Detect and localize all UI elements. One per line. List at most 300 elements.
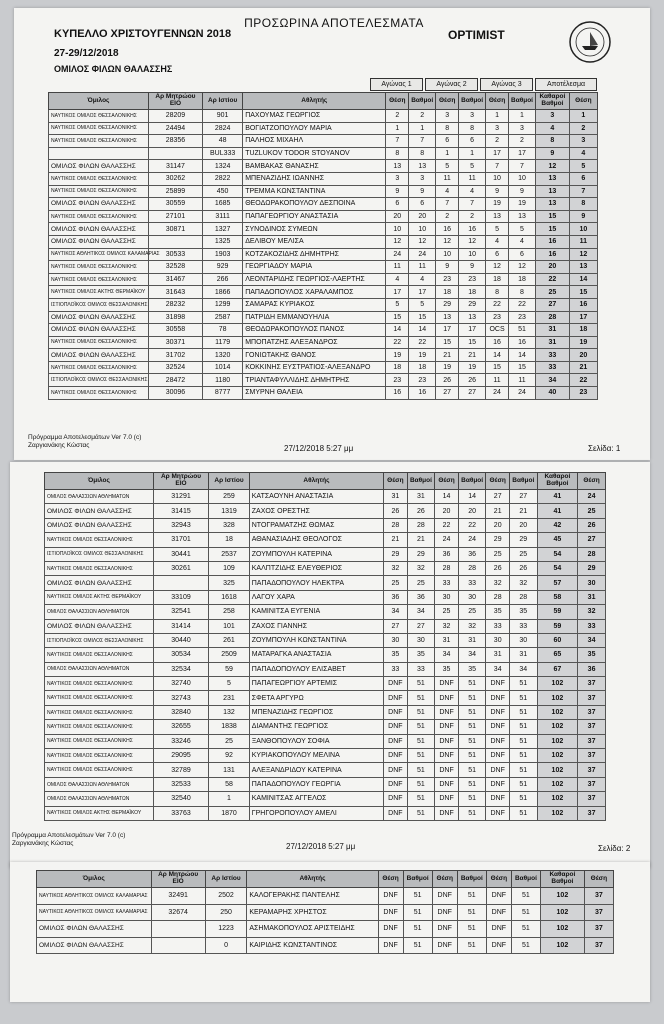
table-cell: 5	[486, 223, 509, 236]
table-header-row	[37, 871, 614, 888]
table-cell: 18	[459, 286, 486, 299]
table-cell: 26	[459, 374, 486, 387]
table-cell: ΟΜΙΛΟΣ ΘΑΛΑΣΣΙΩΝ ΑΘΛΗΜΑΤΩΝ	[45, 777, 154, 791]
table-cell: DNF	[435, 806, 458, 820]
column-header: Καθαροί Βαθμοί	[537, 473, 578, 490]
table-cell: 11	[486, 374, 509, 387]
table-cell: 1	[436, 147, 459, 160]
table-cell: 57	[537, 576, 578, 590]
table-cell: 51	[407, 677, 435, 691]
table-cell: 1327	[203, 223, 243, 236]
table-cell: 13	[486, 210, 509, 223]
table-cell: 102	[537, 777, 578, 791]
table-cell: 8	[386, 147, 409, 160]
table-cell: ΟΜΙΛΟΣ ΦΙΛΩΝ ΘΑΛΑΣΣΗΣ	[37, 921, 152, 938]
table-cell: 31	[458, 633, 486, 647]
table-cell: 10	[486, 172, 509, 185]
results-table-2	[44, 472, 606, 821]
table-row	[49, 160, 598, 173]
table-cell: ΣΥΝΟΔΙΝΟΣ ΣΥΜΕΩΝ	[243, 223, 386, 236]
table-cell: 27	[459, 387, 486, 400]
table-cell: 51	[509, 677, 537, 691]
table-cell: 5	[508, 223, 535, 236]
table-cell: ΟΜΙΛΟΣ ΦΙΛΩΝ ΘΑΛΑΣΣΗΣ	[45, 619, 154, 633]
table-cell: ΝΑΥΤΙΚΟΣ ΟΜΙΛΟΣ ΘΕΣΣΑΛΟΝΙΚΗΣ	[49, 273, 149, 286]
table-cell: 24	[409, 248, 436, 261]
column-header: Βαθμοί	[403, 871, 432, 888]
table-row	[49, 110, 598, 123]
table-cell: 29	[407, 547, 435, 561]
table-cell: ΑΣΗΜΑΚΟΠΟΥΛΟΣ ΑΡΙΣΤΕΙΔΗΣ	[247, 921, 378, 938]
table-cell: 23	[436, 273, 459, 286]
table-cell: DNF	[486, 749, 509, 763]
table-cell: DNF	[486, 806, 509, 820]
table-cell: 11	[508, 374, 535, 387]
table-cell: 102	[537, 763, 578, 777]
table-cell: 30261	[153, 561, 208, 575]
table-cell: 7	[436, 198, 459, 211]
table-cell: 102	[537, 792, 578, 806]
table-cell: 22	[486, 298, 509, 311]
table-cell: 27	[509, 490, 537, 504]
table-cell: 31701	[153, 533, 208, 547]
table-cell: 51	[458, 705, 486, 719]
table-row	[49, 361, 598, 374]
column-header: Θέση	[584, 871, 613, 888]
table-cell: 32	[458, 619, 486, 633]
table-cell: 32534	[153, 662, 208, 676]
table-cell: 16	[486, 336, 509, 349]
results-page-2	[10, 462, 650, 868]
table-cell: 10	[386, 223, 409, 236]
table-cell: 24494	[148, 122, 202, 135]
column-header: Αρ Μητρώου ΕΙΟ	[151, 871, 205, 888]
table-cell: 25	[578, 504, 606, 518]
cup-title: ΚΥΠΕΛΛΟ ΧΡΙΣΤΟΥΓΕΝΝΩΝ 2018	[54, 28, 232, 40]
table-cell: ΙΣΤΙΟΠΛΟΪΚΟΣ ΟΜΙΛΟΣ ΘΕΣΣΑΛΟΝΙΚΗΣ	[49, 298, 149, 311]
table-cell: 1866	[203, 286, 243, 299]
table-cell: 20	[486, 518, 509, 532]
event-dates: 27-29/12/2018	[54, 48, 119, 59]
table-cell: 31147	[148, 160, 202, 173]
table-cell: 51	[407, 792, 435, 806]
table-cell: 51	[403, 888, 432, 905]
table-cell: 9	[486, 185, 509, 198]
table-cell: 9	[536, 147, 570, 160]
table-cell: 51	[511, 921, 540, 938]
table-cell: 51	[457, 904, 486, 921]
table-cell: 59	[537, 619, 578, 633]
table-cell: 36	[384, 590, 407, 604]
table-cell: ΝΑΥΤΙΚΟΣ ΟΜΙΛΟΣ ΘΕΣΣΑΛΟΝΙΚΗΣ	[45, 648, 154, 662]
table-cell: 20	[536, 261, 570, 274]
table-cell: 33246	[153, 734, 208, 748]
table-cell: 14	[435, 490, 458, 504]
race3-header: Αγώνας 3	[480, 78, 533, 91]
table-cell: 33	[384, 662, 407, 676]
table-row	[49, 349, 598, 362]
table-cell: 16	[386, 387, 409, 400]
table-cell: 51	[508, 324, 535, 337]
table-cell: 325	[209, 576, 250, 590]
table-cell: 27	[436, 387, 459, 400]
table-cell: 9	[508, 185, 535, 198]
table-cell: ΝΑΥΤΙΚΟΣ ΟΜΙΛΟΣ ΘΕΣΣΑΛΟΝΙΚΗΣ	[49, 387, 149, 400]
table-cell: 13	[436, 311, 459, 324]
table-cell: 8	[536, 135, 570, 148]
table-cell: 258	[209, 605, 250, 619]
table-cell: DNF	[486, 921, 511, 938]
table-cell: 29	[384, 547, 407, 561]
table-cell: 45	[537, 533, 578, 547]
table-cell: 5	[569, 160, 597, 173]
table-cell: 13	[386, 160, 409, 173]
table-cell: ΟΜΙΛΟΣ ΦΙΛΩΝ ΘΑΛΑΣΣΗΣ	[49, 311, 149, 324]
results-table-3	[36, 870, 614, 954]
table-cell: 1870	[209, 806, 250, 820]
table-cell: 9	[569, 210, 597, 223]
table-cell: 22	[508, 298, 535, 311]
table-cell: 51	[407, 705, 435, 719]
table-cell: 18	[386, 361, 409, 374]
table-cell: 51	[511, 937, 540, 954]
table-cell: DNF	[486, 777, 509, 791]
result-header: Αποτέλεσμα	[535, 78, 597, 91]
table-cell: 1223	[205, 921, 247, 938]
table-cell: ΖΑΧΟΣ ΓΙΑΝΝΗΣ	[249, 619, 383, 633]
table-cell: 29	[578, 561, 606, 575]
column-header: Όμιλος	[37, 871, 152, 888]
table-cell: 28	[407, 518, 435, 532]
table-cell: DNF	[486, 720, 509, 734]
table-cell: 3111	[203, 210, 243, 223]
table-cell: ΝΑΥΤΙΚΟΣ ΟΜΙΛΟΣ ΑΚΤΗΣ ΘΕΡΜΑΪΚΟΥ	[45, 806, 154, 820]
results-table-1	[48, 92, 598, 400]
table-cell: 25899	[148, 185, 202, 198]
column-header: Θέση	[569, 93, 597, 110]
table-cell: 102	[537, 749, 578, 763]
column-header: Αθλητής	[247, 871, 378, 888]
table-cell: 23	[386, 374, 409, 387]
table-cell: 31702	[148, 349, 202, 362]
table-cell: 32789	[153, 763, 208, 777]
table-cell: 30371	[148, 336, 202, 349]
table-cell: 1685	[203, 198, 243, 211]
table-cell: 14	[486, 349, 509, 362]
table-cell: ΛΑΓΟΥ ΧΑΡΑ	[249, 590, 383, 604]
table-cell: ΝΑΥΤΙΚΟΣ ΑΘΛΗΤΙΚΟΣ ΟΜΙΛΟΣ ΚΑΛΑΜΑΡΙΑΣ	[49, 248, 149, 261]
table-cell: 25	[407, 576, 435, 590]
table-row	[49, 374, 598, 387]
table-cell: ΝΑΥΤΙΚΟΣ ΟΜΙΛΟΣ ΘΕΣΣΑΛΟΝΙΚΗΣ	[49, 210, 149, 223]
table-cell: 32	[435, 619, 458, 633]
table-cell: 51	[458, 792, 486, 806]
column-header: Θέση	[486, 93, 509, 110]
table-cell: ΟΜΙΛΟΣ ΦΙΛΩΝ ΘΑΛΑΣΣΗΣ	[49, 160, 149, 173]
table-cell: 15	[409, 311, 436, 324]
table-cell: 32540	[153, 792, 208, 806]
table-cell: 20	[409, 210, 436, 223]
table-cell: 51	[407, 749, 435, 763]
table-cell: 9	[459, 261, 486, 274]
table-cell: 51	[458, 691, 486, 705]
table-cell: ΟΜΙΛΟΣ ΦΙΛΩΝ ΘΑΛΑΣΣΗΣ	[45, 518, 154, 532]
table-row	[45, 705, 606, 719]
table-row	[49, 273, 598, 286]
table-cell: 51	[509, 720, 537, 734]
table-cell: 65	[537, 648, 578, 662]
table-cell: 37	[584, 904, 613, 921]
table-cell: 102	[537, 691, 578, 705]
table-cell: 59	[537, 605, 578, 619]
table-cell: DNF	[384, 734, 407, 748]
column-header: Θέση	[384, 473, 407, 490]
table-cell: 22	[435, 518, 458, 532]
table-row	[37, 904, 614, 921]
table-cell: ΜΠΕΝΑΖΙΔΗΣ ΙΩΑΝΝΗΣ	[243, 172, 386, 185]
table-row	[45, 605, 606, 619]
table-cell: 14	[386, 324, 409, 337]
table-cell: TUZLUKOV TODOR STOYANOV	[243, 147, 386, 160]
table-cell: 1	[569, 110, 597, 123]
table-cell: 8	[409, 147, 436, 160]
table-cell: 11	[436, 172, 459, 185]
table-cell: 6	[486, 248, 509, 261]
table-cell: 32	[509, 576, 537, 590]
table-cell: ΠΑΧΟΥΜΑΣ ΓΕΩΡΓΙΟΣ	[243, 110, 386, 123]
column-header: Βαθμοί	[459, 93, 486, 110]
table-cell: ΓΟΝΙΩΤΑΚΗΣ ΘΑΝΟΣ	[243, 349, 386, 362]
table-cell: 51	[458, 763, 486, 777]
table-cell: 26	[578, 518, 606, 532]
table-cell: 36	[435, 547, 458, 561]
table-cell: 35	[435, 662, 458, 676]
table-cell: 31414	[153, 619, 208, 633]
table-cell: 4	[459, 185, 486, 198]
table-cell: 16	[536, 248, 570, 261]
table-cell: ΛΕΟΝΤΑΡΙΔΗΣ ΓΕΩΡΓΙΟΣ-ΛΑΕΡΤΗΣ	[243, 273, 386, 286]
table-cell: 20	[569, 349, 597, 362]
table-cell: 30533	[148, 248, 202, 261]
table-cell: 30096	[148, 387, 202, 400]
page-number-1: Σελίδα: 1	[588, 444, 621, 453]
table-cell: 37	[578, 763, 606, 777]
table-cell: 37	[578, 720, 606, 734]
table-cell: 1180	[203, 374, 243, 387]
table-row	[45, 518, 606, 532]
table-cell: 13	[409, 160, 436, 173]
table-cell: DNF	[432, 888, 457, 905]
table-cell: 1618	[209, 590, 250, 604]
table-cell: 17	[486, 147, 509, 160]
table-cell: 11	[459, 172, 486, 185]
table-cell: 21	[569, 361, 597, 374]
table-cell: 23	[486, 311, 509, 324]
table-cell: 51	[511, 904, 540, 921]
table-cell: 102	[537, 677, 578, 691]
table-row	[49, 248, 598, 261]
table-cell: 34	[458, 648, 486, 662]
table-cell: 16	[569, 298, 597, 311]
table-row	[49, 298, 598, 311]
table-cell: 261	[209, 633, 250, 647]
table-cell: 8	[508, 286, 535, 299]
table-cell: 28	[578, 547, 606, 561]
table-cell: 21	[436, 349, 459, 362]
column-header: Αρ Ιστίου	[205, 871, 247, 888]
table-cell: 42	[537, 518, 578, 532]
table-cell: 51	[457, 921, 486, 938]
table-cell: 19	[508, 198, 535, 211]
table-cell: 31467	[148, 273, 202, 286]
column-header: Αρ Μητρώου ΕΙΟ	[153, 473, 208, 490]
table-cell: ΣΑΜΑΡΑΣ ΚΥΡΙΑΚΟΣ	[243, 298, 386, 311]
table-cell: 59	[209, 662, 250, 676]
table-cell: 30	[384, 633, 407, 647]
table-cell: ΟΜΙΛΟΣ ΦΙΛΩΝ ΘΑΛΑΣΣΗΣ	[49, 198, 149, 211]
table-cell: DNF	[486, 937, 511, 954]
table-cell: ΝΑΥΤΙΚΟΣ ΟΜΙΛΟΣ ΘΕΣΣΑΛΟΝΙΚΗΣ	[45, 720, 154, 734]
table-cell: 33	[435, 576, 458, 590]
table-cell: 27	[578, 533, 606, 547]
table-cell: ΝΑΥΤΙΚΟΣ ΑΘΛΗΤΙΚΟΣ ΟΜΙΛΟΣ ΚΑΛΑΜΑΡΙΑΣ	[37, 904, 152, 921]
table-cell: 2587	[203, 311, 243, 324]
table-cell: 37	[578, 677, 606, 691]
table-cell: 51	[403, 921, 432, 938]
table-cell: 30871	[148, 223, 202, 236]
table-cell: 41	[537, 490, 578, 504]
table-cell: 1319	[209, 504, 250, 518]
table-cell: ΝΑΥΤΙΚΟΣ ΟΜΙΛΟΣ ΘΕΣΣΑΛΟΝΙΚΗΣ	[49, 135, 149, 148]
table-cell: 7	[508, 160, 535, 173]
table-cell: 34	[486, 662, 509, 676]
table-cell: 21	[509, 504, 537, 518]
table-cell: 15	[569, 286, 597, 299]
table-cell: ΠΑΠΑΔΟΠΟΥΛΟΥ ΗΛΕΚΤΡΑ	[249, 576, 383, 590]
table-cell: ΝΑΥΤΙΚΟΣ ΟΜΙΛΟΣ ΘΕΣΣΑΛΟΝΙΚΗΣ	[45, 763, 154, 777]
table-cell: 19	[569, 336, 597, 349]
table-cell: DNF	[435, 777, 458, 791]
table-cell: 28356	[148, 135, 202, 148]
table-cell: 102	[537, 705, 578, 719]
table-cell: 26	[407, 504, 435, 518]
table-cell: DNF	[435, 749, 458, 763]
table-cell: 54	[537, 547, 578, 561]
table-cell: 12	[386, 235, 409, 248]
table-cell: 37	[578, 777, 606, 791]
table-cell: 14	[508, 349, 535, 362]
table-cell: 901	[203, 110, 243, 123]
table-cell: 15	[386, 311, 409, 324]
table-cell: 102	[541, 937, 585, 954]
table-cell: 17	[459, 324, 486, 337]
table-cell: ΙΣΤΙΟΠΛΟΪΚΟΣ ΟΜΙΛΟΣ ΘΕΣΣΑΛΟΝΙΚΗΣ	[45, 633, 154, 647]
table-cell: ΘΕΟΔΩΡΑΚΟΠΟΥΛΟΣ ΠΑΝΟΣ	[243, 324, 386, 337]
table-cell: 32740	[153, 677, 208, 691]
table-cell: 26	[486, 561, 509, 575]
column-header: Βαθμοί	[407, 473, 435, 490]
table-cell: ΘΕΟΔΩΡΑΚΟΠΟΥΛΟΥ ΔΕΣΠΟΙΝΑ	[243, 198, 386, 211]
table-cell: 51	[458, 749, 486, 763]
table-cell: 259	[209, 490, 250, 504]
table-cell: 60	[537, 633, 578, 647]
table-row	[45, 806, 606, 820]
table-cell: 5	[386, 298, 409, 311]
column-header: Βαθμοί	[458, 473, 486, 490]
table-cell: 51	[458, 806, 486, 820]
table-cell: 10	[409, 223, 436, 236]
table-cell: 102	[537, 806, 578, 820]
table-cell: 32533	[153, 777, 208, 791]
footer-timestamp-1: 27/12/2018 5:27 μμ	[284, 444, 354, 453]
table-cell: 13	[508, 210, 535, 223]
table-cell: 6	[459, 135, 486, 148]
table-cell: OCS	[486, 324, 509, 337]
table-cell: ΠΑΤΡΙΔΗ ΕΜΜΑΝΟΥΗΛΙΑ	[243, 311, 386, 324]
table-cell: 1014	[203, 361, 243, 374]
column-header: Καθαροί Βαθμοί	[536, 93, 570, 110]
table-cell: 34	[509, 662, 537, 676]
table-cell: 32674	[151, 904, 205, 921]
table-cell: 14	[458, 490, 486, 504]
table-cell: 20	[509, 518, 537, 532]
table-cell: 25	[509, 547, 537, 561]
document-title: ΠΡΟΣΩΡΙΝΑ ΑΠΟΤΕΛΕΣΜΑΤΑ	[244, 16, 424, 30]
table-cell: DNF	[378, 921, 403, 938]
column-header: Θέση	[486, 473, 509, 490]
table-cell: 18	[486, 273, 509, 286]
table-cell: 18	[569, 324, 597, 337]
table-cell: 31	[536, 324, 570, 337]
table-cell: ΝΑΥΤΙΚΟΣ ΟΜΙΛΟΣ ΘΕΣΣΑΛΟΝΙΚΗΣ	[45, 677, 154, 691]
table-cell: 3	[536, 110, 570, 123]
table-cell: 13	[536, 172, 570, 185]
table-header-row	[49, 93, 598, 110]
table-cell: 48	[203, 135, 243, 148]
table-cell: 35	[384, 648, 407, 662]
table-cell: 2	[436, 210, 459, 223]
table-cell: 35	[407, 648, 435, 662]
table-cell: 2	[459, 210, 486, 223]
table-cell: 51	[403, 937, 432, 954]
table-cell: 33109	[153, 590, 208, 604]
table-cell: 5	[436, 160, 459, 173]
table-cell: 78	[203, 324, 243, 337]
table-cell: 19	[459, 361, 486, 374]
table-cell: 51	[407, 806, 435, 820]
table-cell: 7	[409, 135, 436, 148]
table-cell: DNF	[384, 806, 407, 820]
table-row	[45, 777, 606, 791]
table-cell: 37	[584, 937, 613, 954]
table-cell: 25	[486, 547, 509, 561]
table-cell: ΝΑΥΤΙΚΟΣ ΟΜΙΛΟΣ ΘΕΣΣΑΛΟΝΙΚΗΣ	[49, 172, 149, 185]
table-cell: 36	[578, 662, 606, 676]
table-cell: 26	[384, 504, 407, 518]
table-cell: 41	[537, 504, 578, 518]
table-cell: 33	[458, 576, 486, 590]
table-cell: 31	[435, 633, 458, 647]
column-header: Αρ Ιστίου	[203, 93, 243, 110]
table-row	[49, 135, 598, 148]
table-cell: 10	[508, 172, 535, 185]
page-number-2: Σελίδα: 2	[598, 844, 631, 853]
table-cell: ΠΑΠΑΔΟΠΟΥΛΟΥ ΓΕΩΡΓΙΑ	[249, 777, 383, 791]
table-cell: 16	[459, 223, 486, 236]
table-cell: 3	[459, 110, 486, 123]
table-cell: ΟΜΙΛΟΣ ΘΑΛΑΣΣΙΩΝ ΑΘΛΗΜΑΤΩΝ	[45, 490, 154, 504]
table-cell: 2822	[203, 172, 243, 185]
